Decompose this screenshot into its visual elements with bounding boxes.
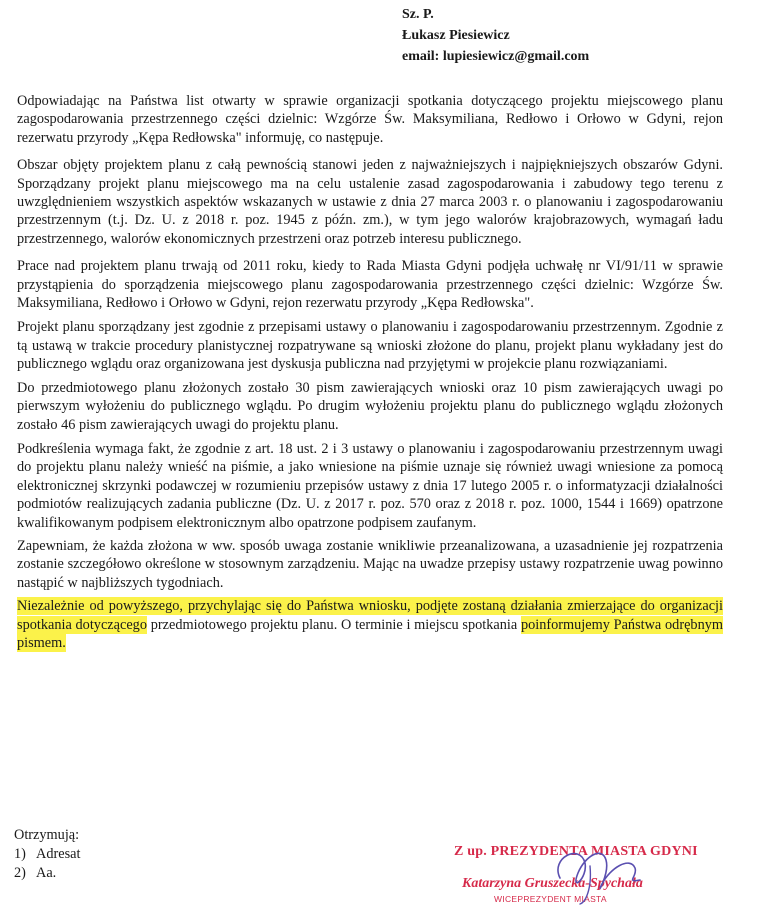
list-label: Adresat xyxy=(36,846,81,862)
stamp-signatory-name: Katarzyna Gruszecka-Spychała xyxy=(462,876,643,891)
unhighlighted-text: przedmiotowego projektu planu. O terminie i miejscu spotkania xyxy=(146,616,521,633)
addressee-salutation: Sz. P. xyxy=(402,7,434,22)
paragraph-1: Odpowiadając na Państwa list otwarty w sprawie organizacji spotkania dotyczącego projektu miejscowego planu zagospodarowania przestrzennego części dzielnic: Wzgórze Św. Maksymiliana, Redłowo i Orłowo w Gdyni, rejon rezerwatu przyrody „Kępa Redłowska" informuję, co następuje. xyxy=(17,93,723,146)
paragraph-5: Do przedmiotowego planu złożonych zostało 30 pism zawierających wnioski oraz 10 pism zawierających uwagi po pierwszym wyłożeniu do publicznego wglądu. Po drugim wyłożeniu projektu planu do publicznego wglądu złożonych zostało 46 pism zawierających uwagi do projektu planu. xyxy=(17,379,723,433)
handwritten-signature-icon xyxy=(540,838,660,908)
stamp-signatory-role: WICEPREZYDENT MIASTA xyxy=(494,894,607,904)
paragraph-8-highlighted xyxy=(17,597,723,652)
recipients-heading: Otrzymują: xyxy=(14,827,80,843)
paragraph-2: Obszar objęty projektem planu z całą pewnością stanowi jeden z najważniejszych i najpiękniejszych obszarów Gdyni. Sporządzany projekt planu miejscowego ma na celu ustalenie zasad zagospodarowania i zabudowy tego terenu z uwzględnieniem wszystkich aspektów wskazanych w ustawie z dnia 27 marca 2003 r. o planowaniu i zagospodarowaniu przestrzennym (t.j. Dz. U. z 2018 r. poz. 1945 z późn. zm.), w tym jego walorów krajobrazowych, wymagań ładu przestrzennego, walorów ekonomicznych przestrzeni oraz potrzeb interesu publicznego. xyxy=(17,157,723,247)
paragraph-7: Zapewniam, że każda złożona w ww. sposób uwaga zostanie wnikliwie przeanalizowana, a uzasadnienie jej rozpatrzenia zostanie szczegółowo określone w stosownym zarządzeniu. Mając na uwadze przepisy ustawy rozpatrzenie uwag powinno nastąpić w najbliższych tygodniach. xyxy=(17,537,723,591)
recipients-list xyxy=(14,845,80,883)
highlighted-text-tail: poinformujemy Państwa odrębnym pismem. xyxy=(17,616,723,651)
official-stamp xyxy=(448,838,738,910)
highlighted-text: Niezależnie od powyższego, przychylając się do Państwa wniosku, podjęte zostaną działania zmierzające do organizacji spotkania dotyczącego xyxy=(17,598,723,633)
addressee-name: Łukasz Piesiewicz xyxy=(402,28,510,43)
recipients-block xyxy=(14,826,80,883)
list-item xyxy=(14,864,80,883)
list-number: 1) xyxy=(14,846,26,862)
list-number: 2) xyxy=(14,865,26,881)
paragraph-4: Projekt planu sporządzany jest zgodnie z przepisami ustawy o planowaniu i zagospodarowaniu przestrzennym. Zgodnie z tą ustawą w trakcie procedury planistycznej rozpatrywane są wnioski złożone do planu, projekt planu wykładany jest do publicznego wglądu oraz organizowana jest dyskusja publiczna nad przyjętymi w projekcie planu rozwiązaniami. xyxy=(17,319,723,373)
addressee-block xyxy=(402,4,589,67)
list-item xyxy=(14,845,80,864)
stamp-title: Z up. PREZYDENTA MIASTA GDYNI xyxy=(454,844,698,859)
paragraph-3: Prace nad projektem planu trwają od 2011 roku, kiedy to Rada Miasta Gdyni podjęła uchwałę nr VI/91/11 w sprawie przystąpienia do sporządzenia miejscowego planu zagospodarowania przestrzennego części dzielnic: Wzgórze Św. Maksymiliana, Redłowo i Orłowo w Gdyni, rejon rezerwatu przyrody „Kępa Redłowska". xyxy=(17,258,723,312)
list-label: Aa. xyxy=(36,865,57,881)
paragraph-6: Podkreślenia wymaga fakt, że zgodnie z art. 18 ust. 2 i 3 ustawy o planowaniu i zagospodarowaniu przestrzennym uwagi do projektu planu należy wnieść na piśmie, a jako wniesione na piśmie uznaje się również uwagi wniesione za pomocą elektronicznej skrzynki podawczej w rozumieniu przepisów ustawy z dnia 17 lutego 2005 r. o informatyzacji działalności podmiotów realizujących zadania publiczne (Dz. U. z 2017 r. poz. 570 oraz z 2018 r. poz. 1000, 1544 i 1669) opatrzone kwalifikowanym podpisem elektronicznym albo opatrzone podpisem zaufanym. xyxy=(17,440,723,531)
addressee-email: email: lupiesiewicz@gmail.com xyxy=(402,49,590,64)
letter-body xyxy=(17,92,723,661)
